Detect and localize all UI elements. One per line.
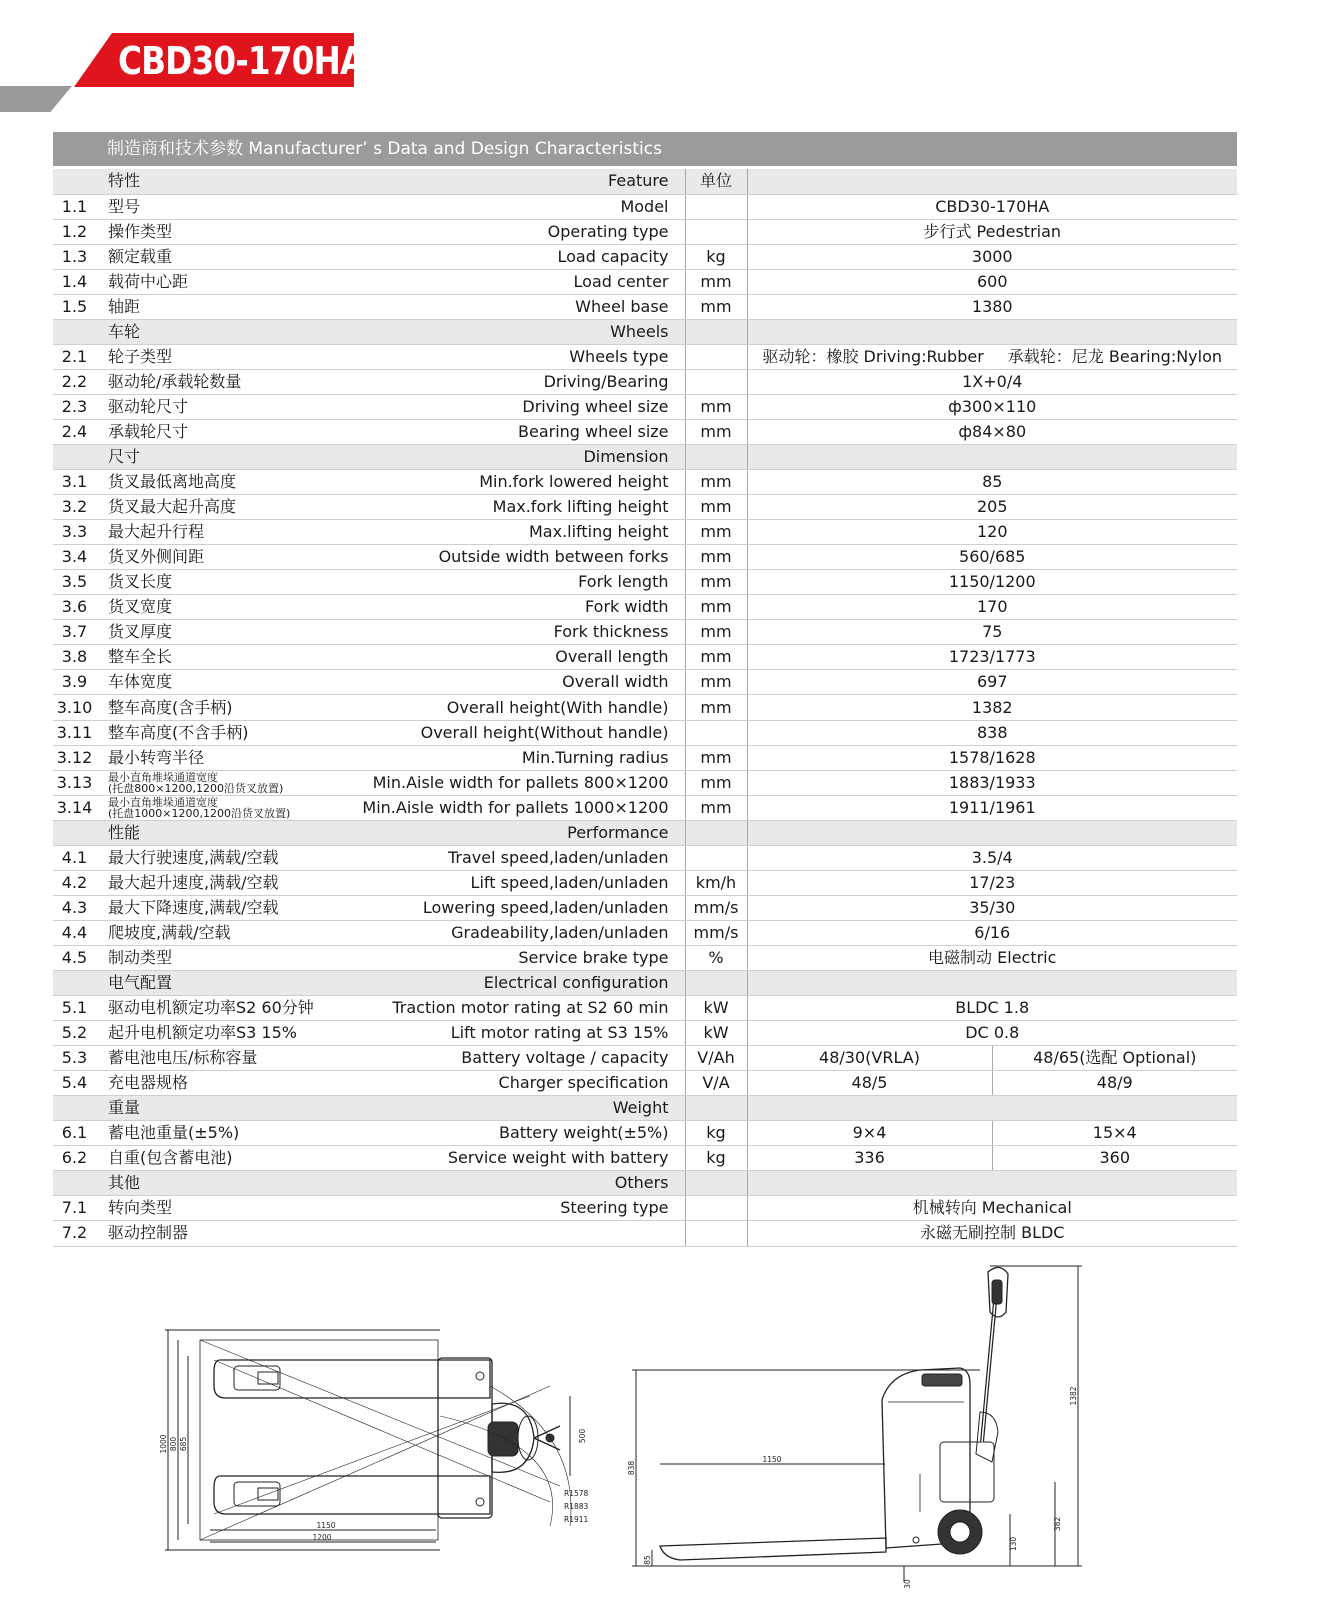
feature-cn: 自重(包含蓄电池) [96, 1146, 286, 1171]
table-row [53, 470, 1237, 495]
value: 1382 [747, 695, 1237, 720]
unit: mm/s [685, 895, 747, 920]
row-number: 6.1 [53, 1121, 96, 1146]
feature-cn: 驱动轮尺寸 [96, 394, 286, 419]
model-title: CBD30-170HA [118, 39, 365, 83]
feature-en: Load center [286, 269, 685, 294]
feature-cn: 转向类型 [96, 1196, 286, 1221]
value: 205 [747, 495, 1237, 520]
table-row [53, 1021, 1237, 1046]
dim-r1578: R1578 [564, 1489, 589, 1498]
feature-cn: 驱动控制器 [96, 1221, 286, 1246]
table-row [53, 1146, 1237, 1171]
dim-1150: 1150 [316, 1521, 336, 1530]
feature-en: Overall length [286, 645, 685, 670]
dim-382: 382 [1053, 1516, 1062, 1532]
row-number: 6.2 [53, 1146, 96, 1171]
feature-en: Overall width [286, 670, 685, 695]
table-row [53, 845, 1237, 870]
feature-cn: 货叉外侧间距 [96, 545, 286, 570]
unit: mm [685, 695, 747, 720]
feature-en: Travel speed,laden/unladen [286, 845, 685, 870]
value: 1X+0/4 [747, 369, 1237, 394]
table-row [53, 745, 1237, 770]
row-number: 3.2 [53, 495, 96, 520]
feature-en: Max.lifting height [286, 520, 685, 545]
value: 步行式 Pedestrian [747, 219, 1237, 244]
row-number: 5.2 [53, 1021, 96, 1046]
feature-en: Min.fork lowered height [286, 470, 685, 495]
dim-r1883: R1883 [564, 1502, 589, 1511]
feature-cn: 制动类型 [96, 945, 286, 970]
feature-cn: 最小转弯半径 [96, 745, 286, 770]
section-label-cn: 重量 [96, 1096, 286, 1121]
spec-table [53, 132, 1237, 1247]
row-number: 1.2 [53, 219, 96, 244]
feature-cn: 货叉最大起升高度 [96, 495, 286, 520]
feature-en: Lowering speed,laden/unladen [286, 895, 685, 920]
section-row [53, 820, 1237, 845]
value: 838 [747, 720, 1237, 745]
feature-en: Fork thickness [286, 620, 685, 645]
value: 1380 [747, 294, 1237, 319]
table-row [53, 620, 1237, 645]
feature-cn: 车体宽度 [96, 670, 286, 695]
unit: kg [685, 1146, 747, 1171]
feature-cn: 爬坡度,满载/空载 [96, 920, 286, 945]
unit [685, 1196, 747, 1221]
dim-30: 30 [903, 1579, 912, 1589]
section-row [53, 1096, 1237, 1121]
side-view-drawing [620, 1262, 1090, 1594]
unit: mm [685, 670, 747, 695]
feature-en: Battery voltage / capacity [286, 1046, 685, 1071]
unit [685, 219, 747, 244]
row-number: 1.3 [53, 244, 96, 269]
feature-en: Steering type [286, 1196, 685, 1221]
unit: kg [685, 244, 747, 269]
column-header-cn: 特性 [96, 169, 286, 194]
feature-en: Lift motor rating at S3 15% [286, 1021, 685, 1046]
table-row [53, 344, 1237, 369]
feature-cn: 充电器规格 [96, 1071, 286, 1096]
feature-cn: 蓄电池重量(±5%) [96, 1121, 286, 1146]
row-number: 4.4 [53, 920, 96, 945]
value-optional: 48/65(选配 Optional) [992, 1046, 1237, 1071]
table-row [53, 194, 1237, 219]
table-row [53, 996, 1237, 1021]
table-row [53, 520, 1237, 545]
feature-cn: 操作类型 [96, 219, 286, 244]
banner-grey-stripe [0, 86, 72, 112]
table-row [53, 545, 1237, 570]
value: 3.5/4 [747, 845, 1237, 870]
table-row [53, 244, 1237, 269]
table-row [53, 920, 1237, 945]
value: 1578/1628 [747, 745, 1237, 770]
feature-cn: 额定载重 [96, 244, 286, 269]
table-row [53, 770, 1237, 795]
value: 1150/1200 [747, 570, 1237, 595]
row-number: 3.13 [53, 770, 96, 795]
row-number: 2.4 [53, 419, 96, 444]
row-number: 3.14 [53, 795, 96, 820]
feature-en [286, 1221, 685, 1246]
section-label-cn: 性能 [96, 820, 286, 845]
feature-cn: 最大行驶速度,满载/空载 [96, 845, 286, 870]
section-row [53, 319, 1237, 344]
feature-cn: 最大起升行程 [96, 520, 286, 545]
unit: mm [685, 495, 747, 520]
value: 永磁无刷控制 BLDC [747, 1221, 1237, 1246]
table-row [53, 595, 1237, 620]
table-row [53, 1196, 1237, 1221]
feature-en: Operating type [286, 219, 685, 244]
unit [685, 845, 747, 870]
row-number: 5.1 [53, 996, 96, 1021]
feature-en: Min.Aisle width for pallets 1000×1200 [286, 795, 685, 820]
section-label-cn: 其他 [96, 1171, 286, 1196]
value-optional: 48/9 [992, 1071, 1237, 1096]
section-row [53, 1171, 1237, 1196]
table-row [53, 645, 1237, 670]
unit: mm [685, 595, 747, 620]
feature-en: Bearing wheel size [286, 419, 685, 444]
unit: mm [685, 570, 747, 595]
value-standard: 48/5 [747, 1071, 992, 1096]
dim-r1911: R1911 [564, 1515, 589, 1524]
column-header-unit: 单位 [685, 169, 747, 194]
section-label-en: Dimension [286, 445, 685, 470]
unit: kW [685, 996, 747, 1021]
feature-en: Gradeability,laden/unladen [286, 920, 685, 945]
dim-838: 838 [627, 1460, 636, 1476]
section-label-en: Wheels [286, 319, 685, 344]
column-header-en: Feature [286, 169, 685, 194]
table-row [53, 870, 1237, 895]
unit: kg [685, 1121, 747, 1146]
unit [685, 344, 747, 369]
feature-cn: 最大起升速度,满载/空载 [96, 870, 286, 895]
feature-cn: 载荷中心距 [96, 269, 286, 294]
unit: mm [685, 795, 747, 820]
feature-cn: 最小直角堆垛通道宽度 (托盘800×1200,1200沿货叉放置) [96, 770, 286, 795]
table-row [53, 294, 1237, 319]
spec-table-body [53, 169, 1237, 1246]
value: 6/16 [747, 920, 1237, 945]
row-number: 2.2 [53, 369, 96, 394]
value: ф300×110 [747, 394, 1237, 419]
row-number: 7.2 [53, 1221, 96, 1246]
feature-en: Battery weight(±5%) [286, 1121, 685, 1146]
feature-en: Overall height(Without handle) [286, 720, 685, 745]
feature-cn: 最大下降速度,满载/空载 [96, 895, 286, 920]
unit: kW [685, 1021, 747, 1046]
feature-en: Wheels type [286, 344, 685, 369]
row-number: 4.2 [53, 870, 96, 895]
row-number: 4.1 [53, 845, 96, 870]
table-row [53, 720, 1237, 745]
row-number: 4.3 [53, 895, 96, 920]
feature-cn: 蓄电池电压/标称容量 [96, 1046, 286, 1071]
feature-cn: 承载轮尺寸 [96, 419, 286, 444]
value: CBD30-170HA [747, 194, 1237, 219]
value: 85 [747, 470, 1237, 495]
table-row [53, 219, 1237, 244]
dim-1000: 1000 [159, 1434, 168, 1454]
table-row [53, 495, 1237, 520]
value: 1883/1933 [747, 770, 1237, 795]
feature-en: Fork length [286, 570, 685, 595]
dim-1200: 1200 [312, 1533, 332, 1542]
row-number: 3.11 [53, 720, 96, 745]
feature-en: Service brake type [286, 945, 685, 970]
feature-cn: 货叉长度 [96, 570, 286, 595]
feature-en: Overall height(With handle) [286, 695, 685, 720]
value: BLDC 1.8 [747, 996, 1237, 1021]
unit: V/A [685, 1071, 747, 1096]
feature-cn: 货叉厚度 [96, 620, 286, 645]
value: 600 [747, 269, 1237, 294]
table-row [53, 1046, 1237, 1071]
spec-table-caption: 制造商和技术参数 Manufacturer’ s Data and Design Characteristics [53, 132, 1237, 166]
feature-cn: 型号 [96, 194, 286, 219]
table-row [53, 1121, 1237, 1146]
section-row [53, 971, 1237, 996]
unit: mm [685, 394, 747, 419]
row-number: 3.8 [53, 645, 96, 670]
feature-en: Fork width [286, 595, 685, 620]
value: 1723/1773 [747, 645, 1237, 670]
table-row [53, 945, 1237, 970]
row-number: 4.5 [53, 945, 96, 970]
section-label-en: Others [286, 1171, 685, 1196]
value: 697 [747, 670, 1237, 695]
feature-en: Lift speed,laden/unladen [286, 870, 685, 895]
feature-en: Min.Turning radius [286, 745, 685, 770]
feature-cn: 货叉宽度 [96, 595, 286, 620]
value-optional: 15×4 [992, 1121, 1237, 1146]
unit [685, 369, 747, 394]
feature-en: Driving/Bearing [286, 369, 685, 394]
row-number: 3.1 [53, 470, 96, 495]
table-header-row [53, 169, 1237, 194]
row-number: 3.3 [53, 520, 96, 545]
feature-en: Service weight with battery [286, 1146, 685, 1171]
value-standard: 336 [747, 1146, 992, 1171]
unit: V/Ah [685, 1046, 747, 1071]
table-row [53, 895, 1237, 920]
row-number: 3.10 [53, 695, 96, 720]
value: 35/30 [747, 895, 1237, 920]
value: DC 0.8 [747, 1021, 1237, 1046]
row-number: 5.3 [53, 1046, 96, 1071]
unit: mm [685, 269, 747, 294]
unit: mm [685, 545, 747, 570]
section-row [53, 445, 1237, 470]
feature-en: Charger specification [286, 1071, 685, 1096]
value: 1911/1961 [747, 795, 1237, 820]
section-label-cn: 电气配置 [96, 971, 286, 996]
row-number: 1.5 [53, 294, 96, 319]
unit: mm [685, 745, 747, 770]
unit: mm [685, 419, 747, 444]
feature-cn: 轴距 [96, 294, 286, 319]
value: 120 [747, 520, 1237, 545]
value: 机械转向 Mechanical [747, 1196, 1237, 1221]
feature-cn: 轮子类型 [96, 344, 286, 369]
section-label-cn: 尺寸 [96, 445, 286, 470]
dim-685: 685 [179, 1436, 188, 1452]
section-label-cn: 车轮 [96, 319, 286, 344]
unit: mm [685, 520, 747, 545]
top-view-svg [150, 1326, 590, 1556]
unit [685, 194, 747, 219]
value: 3000 [747, 244, 1237, 269]
value-standard: 9×4 [747, 1121, 992, 1146]
dim-800: 800 [169, 1436, 178, 1452]
feature-cn: 驱动轮/承载轮数量 [96, 369, 286, 394]
value: 170 [747, 595, 1237, 620]
value: ф84×80 [747, 419, 1237, 444]
section-label-en: Electrical configuration [286, 971, 685, 996]
table-row [53, 369, 1237, 394]
feature-en: Model [286, 194, 685, 219]
dim-500: 500 [578, 1428, 587, 1444]
unit: mm [685, 770, 747, 795]
feature-cn: 货叉最低离地高度 [96, 470, 286, 495]
row-number: 2.1 [53, 344, 96, 369]
feature-en: Max.fork lifting height [286, 495, 685, 520]
table-row [53, 795, 1237, 820]
row-number: 3.7 [53, 620, 96, 645]
feature-en: Driving wheel size [286, 394, 685, 419]
unit: mm [685, 620, 747, 645]
table-row [53, 394, 1237, 419]
feature-en: Traction motor rating at S2 60 min [286, 996, 685, 1021]
value-optional: 360 [992, 1146, 1237, 1171]
feature-cn: 整车高度(含手柄) [96, 695, 286, 720]
side-view-svg [620, 1262, 1090, 1594]
unit [685, 1221, 747, 1246]
feature-cn: 起升电机额定功率S3 15% [96, 1021, 286, 1046]
value: 560/685 [747, 545, 1237, 570]
dim-1150: 1150 [762, 1455, 782, 1464]
table-row [53, 670, 1237, 695]
dim-1382: 1382 [1069, 1386, 1078, 1406]
row-number: 1.1 [53, 194, 96, 219]
feature-en: Min.Aisle width for pallets 800×1200 [286, 770, 685, 795]
feature-cn: 整车全长 [96, 645, 286, 670]
unit [685, 720, 747, 745]
feature-cn: 最小直角堆垛通道宽度 (托盘1000×1200,1200沿货叉放置) [96, 795, 286, 820]
row-number: 3.6 [53, 595, 96, 620]
row-number: 3.12 [53, 745, 96, 770]
unit: km/h [685, 870, 747, 895]
top-view-drawing [150, 1326, 590, 1556]
unit: mm [685, 645, 747, 670]
value: 75 [747, 620, 1237, 645]
unit: mm [685, 470, 747, 495]
row-number: 1.4 [53, 269, 96, 294]
feature-cn: 驱动电机额定功率S2 60分钟 [96, 996, 286, 1021]
unit: mm [685, 294, 747, 319]
table-row [53, 570, 1237, 595]
value: 电磁制动 Electric [747, 945, 1237, 970]
table-row [53, 269, 1237, 294]
table-row [53, 695, 1237, 720]
value-standard: 48/30(VRLA) [747, 1046, 992, 1071]
table-row [53, 1071, 1237, 1096]
feature-en: Wheel base [286, 294, 685, 319]
section-label-en: Weight [286, 1096, 685, 1121]
section-label-en: Performance [286, 820, 685, 845]
dim-130: 130 [1009, 1536, 1018, 1552]
row-number: 2.3 [53, 394, 96, 419]
dim-85: 85 [643, 1555, 652, 1565]
unit: % [685, 945, 747, 970]
feature-cn: 整车高度(不含手柄) [96, 720, 286, 745]
row-number: 5.4 [53, 1071, 96, 1096]
feature-en: Outside width between forks [286, 545, 685, 570]
row-number: 7.1 [53, 1196, 96, 1221]
row-number: 3.4 [53, 545, 96, 570]
value: 驱动轮：橡胶 Driving:Rubber 承载轮：尼龙 Bearing:Nylon [747, 344, 1237, 369]
feature-en: Load capacity [286, 244, 685, 269]
unit: mm/s [685, 920, 747, 945]
row-number: 3.5 [53, 570, 96, 595]
table-row [53, 1221, 1237, 1246]
value: 17/23 [747, 870, 1237, 895]
row-number: 3.9 [53, 670, 96, 695]
table-row [53, 419, 1237, 444]
